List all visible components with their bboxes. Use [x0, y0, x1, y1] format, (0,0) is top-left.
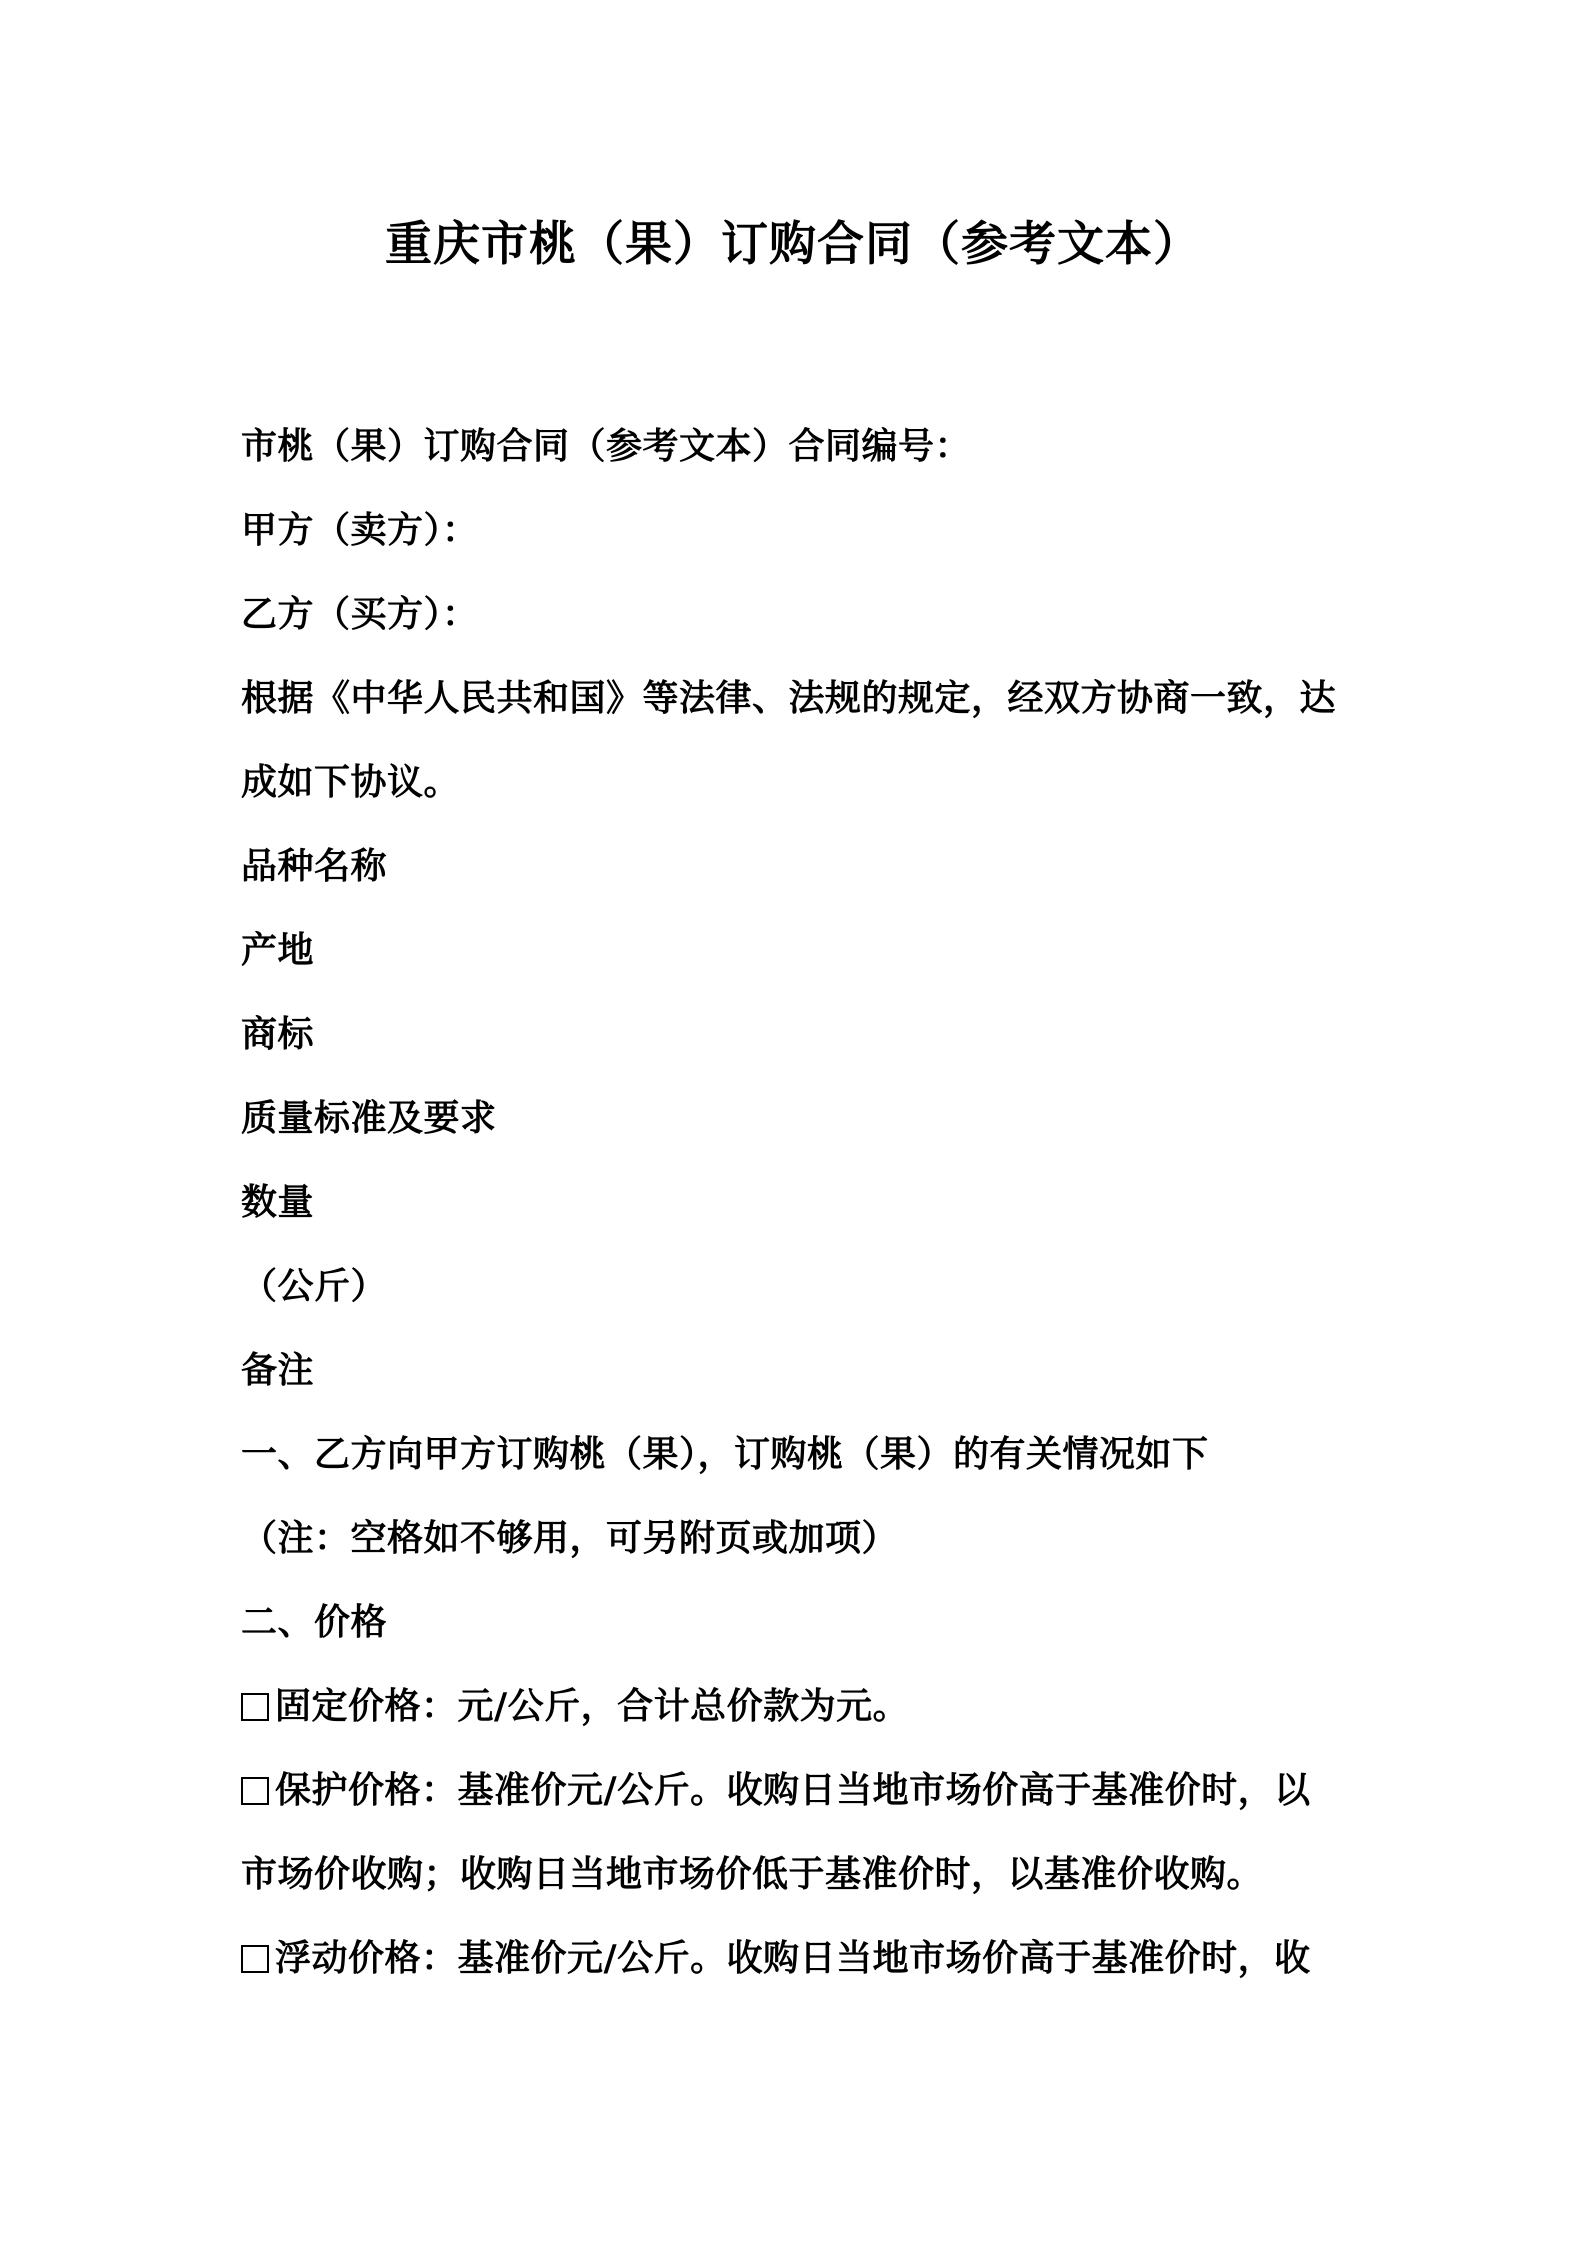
- floating-price-checkbox[interactable]: [241, 1945, 269, 1973]
- price-option-floating-text: 浮动价格：基准价元/公斤。收购日当地市场价高于基准价时，收: [275, 1938, 1311, 1979]
- document-title: 重庆市桃（果）订购合同（参考文本）: [385, 217, 1201, 272]
- field-quantity-unit: （公斤）: [241, 1266, 388, 1307]
- party-b-line: 乙方（买方）：: [241, 594, 479, 635]
- price-option-protected-continuation: 市场价收购；收购日当地市场价低于基准价时，以基准价收购。: [241, 1854, 1264, 1895]
- field-remarks: 备注: [241, 1350, 315, 1391]
- preamble-line-2: 成如下协议。: [241, 762, 461, 803]
- price-option-protected: [241, 1749, 1361, 1833]
- price-option-floating: [241, 1917, 1361, 2001]
- section-1-heading: 一、乙方向甲方订购桃（果），订购桃（果）的有关情况如下: [241, 1434, 1209, 1475]
- field-quality-standard: 质量标准及要求: [241, 1098, 497, 1139]
- party-a-line: 甲方（卖方）：: [241, 510, 479, 551]
- document-body: [241, 405, 1361, 2001]
- price-option-fixed-text: 固定价格：元/公斤，合计总价款为元。: [275, 1686, 910, 1727]
- section-1-note: （注：空格如不够用，可另附页或加项）: [241, 1518, 899, 1559]
- protected-price-checkbox[interactable]: [241, 1777, 269, 1805]
- fixed-price-checkbox[interactable]: [241, 1693, 269, 1721]
- field-variety-name: 品种名称: [241, 846, 388, 887]
- price-option-protected-text: 保护价格：基准价元/公斤。收购日当地市场价高于基准价时，以: [275, 1770, 1311, 1811]
- field-trademark: 商标: [241, 1014, 315, 1055]
- field-quantity: 数量: [241, 1182, 315, 1223]
- section-2-heading: 二、价格: [241, 1602, 388, 1643]
- contract-number-line: 市桃（果）订购合同（参考文本）合同编号：: [241, 426, 972, 467]
- preamble-line-1: 根据《中华人民共和国》等法律、法规的规定，经双方协商一致，达: [241, 678, 1337, 719]
- price-option-fixed: [241, 1665, 1361, 1749]
- field-origin: 产地: [241, 930, 315, 971]
